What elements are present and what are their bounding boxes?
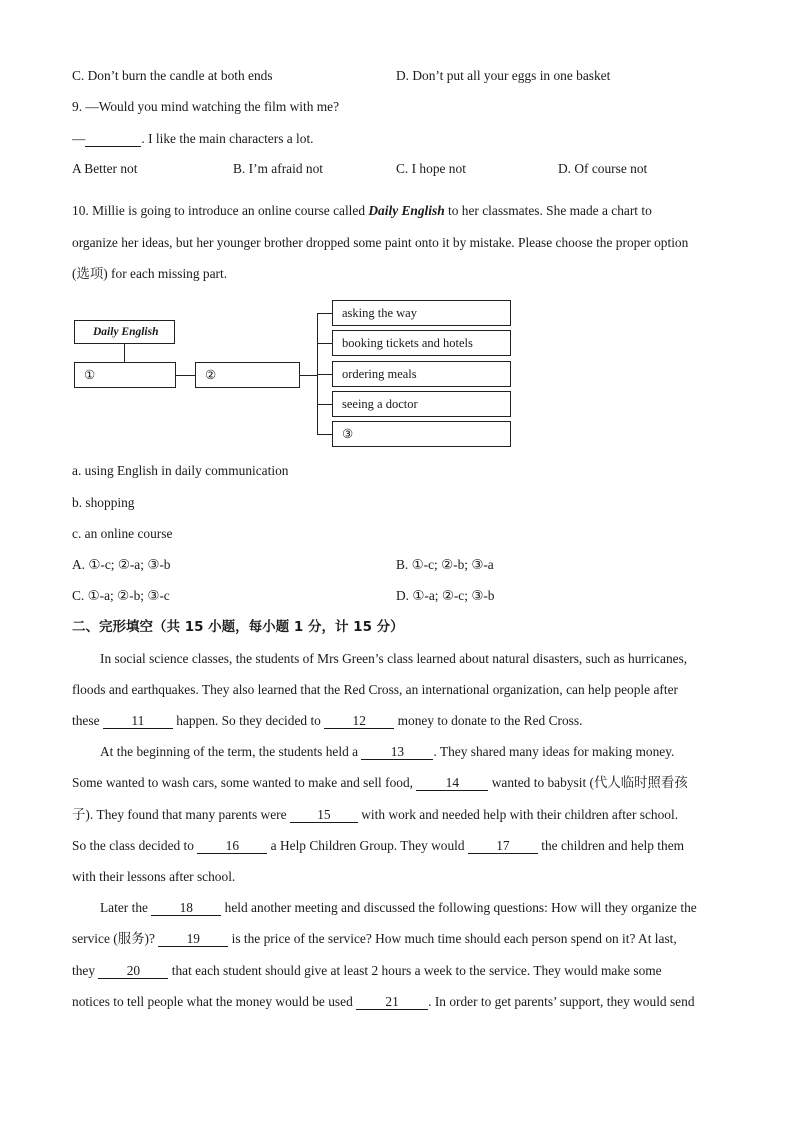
- text-segment: money to donate to the Red Cross.: [394, 713, 583, 728]
- p3-line4: [72, 993, 695, 1011]
- blank-12: 12: [324, 713, 394, 729]
- text-segment: 子). They found that many parents were: [72, 807, 290, 822]
- p2-line3: [72, 806, 678, 824]
- q9-dash: —: [72, 131, 86, 146]
- chart-item-box: ordering meals: [332, 361, 511, 387]
- chart-item-box: asking the way: [332, 300, 511, 326]
- p1-line3: [72, 712, 582, 730]
- chart-blank-2-box: ②: [195, 362, 300, 388]
- q10-choice-b: b. shopping: [72, 495, 135, 510]
- text-segment: these: [72, 713, 103, 728]
- chart-blank-1-box: ①: [74, 362, 176, 388]
- p1-line2: floods and earthquakes. They also learned that the Red Cross, an international organization, can help people after: [72, 682, 678, 697]
- q10-intro-line2: organize her ideas, but her younger brother dropped some paint onto it by mistake. Please choose the proper option: [72, 235, 689, 250]
- blank-19: 19: [158, 931, 228, 947]
- text-segment: the children and help them: [537, 838, 685, 853]
- p1-line1: In social science classes, the students of Mrs Green’s class learned about natural disasters, such as hurricanes,: [100, 651, 688, 666]
- chart-title-box: Daily English: [74, 320, 175, 344]
- q9-option-b: B. I’m afraid not: [233, 161, 323, 176]
- p3-line3: [72, 962, 662, 980]
- text-segment: notices to tell people what the money would be used: [72, 994, 357, 1009]
- q9-question: 9. —Would you mind watching the film with me?: [72, 99, 340, 114]
- q8-option-d: D. Don’t put all your eggs in one basket: [396, 68, 611, 83]
- p2-line1: [100, 743, 674, 761]
- blank-18: 18: [151, 900, 221, 916]
- text-segment: held another meeting and discussed the following questions: How will they organize the: [221, 900, 697, 915]
- p3-line2: [72, 930, 677, 948]
- chart-connector: [317, 434, 332, 435]
- q9-blank: [85, 131, 141, 147]
- blank-17: 17: [468, 838, 538, 854]
- q10-intro-line1: [72, 202, 652, 220]
- q10-choice-a: a. using English in daily communication: [72, 463, 289, 478]
- chart-connector: [317, 313, 332, 314]
- section-2-heading: 二、完形填空（共 15 小题，每小题 1 分，计 15 分）: [72, 619, 404, 635]
- text-segment: a Help Children Group. They would: [267, 838, 468, 853]
- chart-connector: [317, 343, 332, 344]
- text-segment: that each student should give at least 2 hours a week to the service. They would make some: [168, 963, 662, 978]
- q10-option-d: D. ①-a; ②-c; ③-b: [396, 588, 495, 603]
- text-segment: is the price of the service? How much time should each person spend on it? At last,: [228, 931, 677, 946]
- blank-14: 14: [416, 775, 488, 791]
- chart-connector: [176, 375, 195, 376]
- q8-option-c: C. Don’t burn the candle at both ends: [72, 68, 273, 83]
- p3-line1: [100, 899, 697, 917]
- q9-option-d: D. Of course not: [558, 161, 648, 176]
- q9-option-c: C. I hope not: [396, 161, 466, 176]
- q9-answer-rest: . I like the main characters a lot.: [141, 131, 314, 146]
- q10-intro-line3: (选项) for each missing part.: [72, 266, 228, 281]
- text-segment: Some wanted to wash cars, some wanted to make and sell food,: [72, 775, 417, 790]
- chart-item-box: seeing a doctor: [332, 391, 511, 417]
- p2-line4: [72, 837, 684, 855]
- q10-choice-c: c. an online course: [72, 526, 173, 541]
- blank-20: 20: [98, 963, 168, 979]
- chart-blank-3-box: ③: [332, 421, 511, 447]
- q9-answer-line: [72, 130, 314, 148]
- text-segment: Later the: [100, 900, 152, 915]
- text-segment: . They shared many ideas for making money.: [433, 744, 675, 759]
- text-segment: wanted to babysit (代人临时照看孩: [488, 775, 688, 790]
- blank-11: 11: [103, 713, 173, 729]
- chart-item-box: booking tickets and hotels: [332, 330, 511, 356]
- p2-line5: with their lessons after school.: [72, 869, 236, 884]
- q10-intro-num: 10. Millie is going to introduce an online course called: [72, 203, 369, 218]
- blank-13: 13: [361, 744, 433, 760]
- text-segment: with work and needed help with their children after school.: [357, 807, 679, 822]
- chart-connector: [124, 344, 125, 362]
- text-segment: service (服务)?: [72, 931, 159, 946]
- blank-15: 15: [290, 807, 358, 823]
- q10-option-b: B. ①-c; ②-b; ③-a: [396, 557, 494, 572]
- q10-course-name: Daily English: [368, 203, 445, 218]
- q10-option-a: A. ①-c; ②-a; ③-b: [72, 557, 171, 572]
- p2-line2: [72, 774, 688, 792]
- chart-connector: [317, 404, 332, 405]
- text-segment: they: [72, 963, 99, 978]
- text-segment: happen. So they decided to: [172, 713, 325, 728]
- q10-intro-rest: to her classmates. She made a chart to: [444, 203, 652, 218]
- chart-connector: [317, 374, 332, 375]
- text-segment: At the beginning of the term, the students held a: [100, 744, 362, 759]
- blank-16: 16: [197, 838, 267, 854]
- blank-21: 21: [356, 994, 428, 1010]
- text-segment: . In order to get parents’ support, they would send: [428, 994, 695, 1009]
- text-segment: So the class decided to: [72, 838, 198, 853]
- q10-option-c: C. ①-a; ②-b; ③-c: [72, 588, 170, 603]
- chart-connector: [300, 375, 317, 376]
- q9-option-a: A Better not: [72, 161, 138, 176]
